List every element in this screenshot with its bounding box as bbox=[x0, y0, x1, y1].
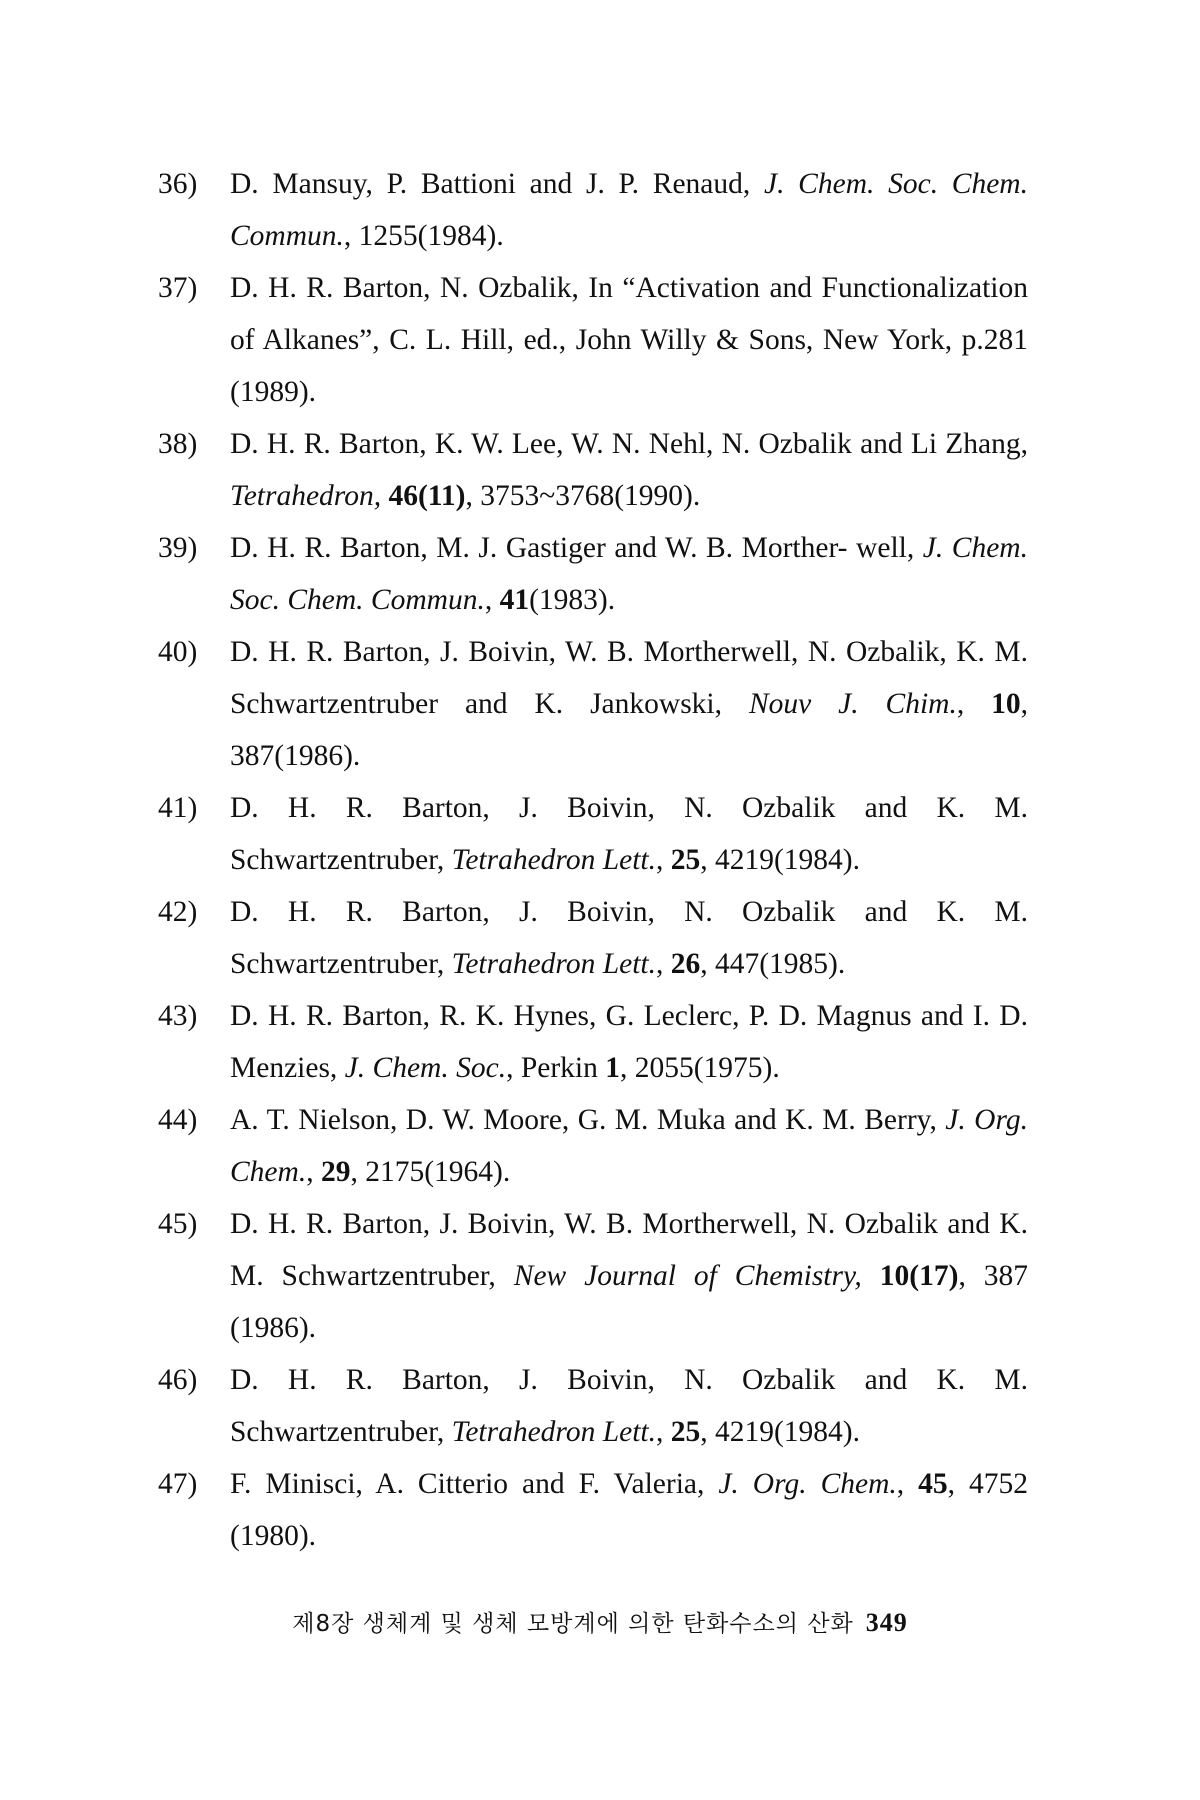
reference-number: 42) bbox=[158, 896, 198, 928]
reference-text bbox=[230, 1094, 1028, 1198]
reference-text bbox=[230, 262, 1028, 418]
volume-number: 25 bbox=[670, 844, 701, 876]
reference-text bbox=[230, 1458, 1028, 1562]
journal-name: Nouv J. Chim. bbox=[748, 688, 957, 720]
reference-item bbox=[158, 418, 1028, 522]
volume-number: 10 bbox=[991, 688, 1021, 720]
journal-name: Tetrahedron, bbox=[230, 480, 382, 512]
reference-number: 41) bbox=[158, 792, 198, 824]
reference-text bbox=[230, 158, 1028, 262]
citation-text: D. H. R. Barton, K. W. Lee, W. N. Nehl, N. Ozbalik and Li Zhang, bbox=[230, 428, 1028, 460]
citation-text: D. Mansuy, P. Battioni and J. P. Renaud, bbox=[230, 168, 764, 200]
reference-number: 46) bbox=[158, 1364, 198, 1396]
volume-number: 1 bbox=[605, 1052, 620, 1084]
reference-number: 39) bbox=[158, 532, 198, 564]
journal-name: J. Org. Chem. bbox=[718, 1468, 897, 1500]
citation-text: D. H. R. Barton, N. Ozbalik, In “Activation and Functionalization of Alkanes”, C. L. Hill, ed., John Willy & Sons, New York, p.281 (1989). bbox=[230, 272, 1028, 408]
citation-text: , bbox=[896, 1468, 919, 1500]
citation-text: A. T. Nielson, D. W. Moore, G. M. Muka and K. M. Berry, bbox=[230, 1104, 946, 1136]
reference-text bbox=[230, 782, 1028, 886]
volume-number: 41 bbox=[499, 584, 530, 616]
citation-text: D. H. R. Barton, J. Boivin, W. B. Mortherwell, N. Ozbalik, K. M. Schwartzentruber and K. Jankowski, bbox=[230, 636, 1028, 720]
reference-text bbox=[230, 522, 1028, 626]
running-chapter-title: 제8장 생체계 및 생체 모방계에 의한 탄화수소의 산화 bbox=[292, 1611, 854, 1637]
reference-number: 44) bbox=[158, 1104, 198, 1136]
reference-number: 36) bbox=[158, 168, 198, 200]
citation-text bbox=[862, 1260, 880, 1292]
citation-text: , 4219(1984). bbox=[700, 844, 860, 876]
reference-item bbox=[158, 522, 1028, 626]
citation-text: (1983). bbox=[529, 584, 616, 616]
citation-text: D. H. R. Barton, J. Boivin, N. Ozbalik and K. M. Schwartzentruber, bbox=[230, 896, 1028, 980]
reference-number: 38) bbox=[158, 428, 198, 460]
reference-text bbox=[230, 418, 1028, 522]
page-footer bbox=[0, 1605, 1200, 1638]
reference-text bbox=[230, 886, 1028, 990]
volume-number: 26 bbox=[670, 948, 701, 980]
reference-list bbox=[158, 158, 1028, 1562]
reference-number: 40) bbox=[158, 636, 198, 668]
citation-text: D. H. R. Barton, J. Boivin, N. Ozbalik and K. M. Schwartzentruber, bbox=[230, 792, 1028, 876]
citation-text: D. H. R. Barton, R. K. Hynes, G. Leclerc, P. D. Magnus and I. D. Menzies, bbox=[230, 1000, 1028, 1084]
journal-name: J. Chem. Soc. bbox=[344, 1052, 507, 1084]
citation-text: , bbox=[484, 584, 500, 616]
reference-item bbox=[158, 1458, 1028, 1562]
citation-text: D. H. R. Barton, M. J. Gastiger and W. B. Morther- well, bbox=[230, 532, 923, 564]
journal-name: Tetrahedron Lett. bbox=[451, 1416, 656, 1448]
citation-text: , bbox=[655, 1416, 671, 1448]
citation-text: , bbox=[655, 844, 671, 876]
citation-text: , 2175(1964). bbox=[350, 1156, 511, 1188]
reference-text bbox=[230, 1354, 1028, 1458]
reference-number: 37) bbox=[158, 272, 198, 304]
citation-text: , 4219(1984). bbox=[700, 1416, 860, 1448]
page-number: 349 bbox=[865, 1608, 908, 1637]
citation-text: , bbox=[956, 688, 992, 720]
citation-text: , Perkin bbox=[506, 1052, 606, 1084]
reference-item bbox=[158, 1354, 1028, 1458]
volume-number: 45 bbox=[918, 1468, 948, 1500]
journal-name: J. Chem. Soc. Chem. Commun. bbox=[230, 168, 1028, 252]
citation-text: , 4752 (1980). bbox=[230, 1468, 1028, 1552]
journal-name: New Journal of Chemistry, bbox=[513, 1260, 862, 1292]
reference-item bbox=[158, 158, 1028, 262]
reference-text bbox=[230, 626, 1028, 782]
citation-text: D. H. R. Barton, J. Boivin, N. Ozbalik and K. M. Schwartzentruber, bbox=[230, 1364, 1028, 1448]
citation-text: , 387 (1986). bbox=[230, 1260, 1029, 1344]
reference-item bbox=[158, 1094, 1028, 1198]
citation-text: , 387(1986). bbox=[230, 688, 1028, 772]
reference-item bbox=[158, 1198, 1028, 1354]
volume-number: 25 bbox=[670, 1416, 701, 1448]
citation-text: , 1255(1984). bbox=[343, 220, 504, 252]
volume-number: 46(11) bbox=[388, 480, 466, 512]
citation-text: , 3753~3768(1990). bbox=[465, 480, 701, 512]
reference-item bbox=[158, 886, 1028, 990]
reference-item bbox=[158, 262, 1028, 418]
citation-text: , bbox=[655, 948, 671, 980]
journal-name: J. Chem. Soc. Chem. Commun. bbox=[230, 532, 1028, 616]
journal-name: Tetrahedron Lett. bbox=[451, 844, 656, 876]
reference-text bbox=[230, 1198, 1028, 1354]
reference-number: 45) bbox=[158, 1208, 198, 1240]
volume-number: 10(17) bbox=[879, 1260, 959, 1292]
journal-name: J. Org. Chem. bbox=[230, 1104, 1028, 1188]
journal-name: Tetrahedron Lett. bbox=[451, 948, 656, 980]
reference-number: 43) bbox=[158, 1000, 198, 1032]
reference-number: 47) bbox=[158, 1468, 198, 1500]
reference-item bbox=[158, 782, 1028, 886]
citation-text: F. Minisci, A. Citterio and F. Valeria, bbox=[230, 1468, 719, 1500]
citation-text: , 447(1985). bbox=[700, 948, 846, 980]
citation-text: , 2055(1975). bbox=[619, 1052, 780, 1084]
citation-text: , bbox=[306, 1156, 321, 1188]
reference-text bbox=[230, 990, 1028, 1094]
reference-item bbox=[158, 626, 1028, 782]
volume-number: 29 bbox=[320, 1156, 351, 1188]
reference-item bbox=[158, 990, 1028, 1094]
citation-text: D. H. R. Barton, J. Boivin, W. B. Mortherwell, N. Ozbalik and K. M. Schwartzentruber, bbox=[230, 1208, 1028, 1292]
